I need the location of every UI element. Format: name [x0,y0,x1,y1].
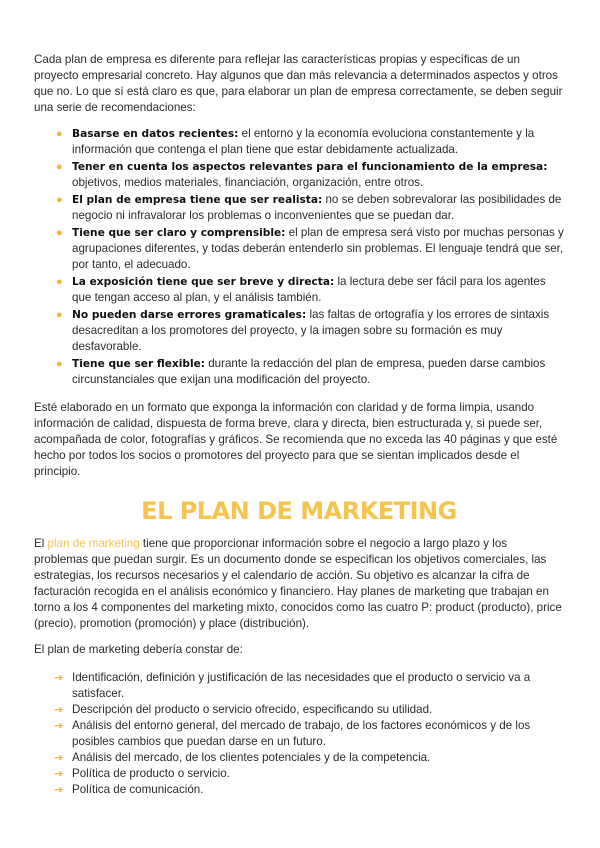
marketing-paragraph [34,536,564,632]
bullet-icon: ● [56,194,63,206]
marketing-highlight-link[interactable]: plan de marketing [47,537,140,550]
arrow-right-icon: ➔ [54,768,64,780]
item-text: Descripción del producto o servicio ofrecido, especificando su utilidad. [72,703,433,716]
list-item [34,159,564,191]
list-item [34,670,564,702]
list-item [34,307,564,355]
list-item [34,702,564,718]
item-heading: No pueden darse errores gramaticales: [72,309,307,321]
intro-paragraph: Cada plan de empresa es diferente para reflejar las características propias y específicas de un proyecto empresarial concreto. Hay algunos que dan más relevancia a determinados aspectos y otros que no. Lo que sí está claro es que, para elaborar un plan de empresa correctamente, se deben seguir una serie de recomendaciones: [34,53,563,114]
contents-list [34,670,564,798]
list-item [34,126,564,158]
bullet-icon: ● [56,309,63,321]
bullet-icon: ● [56,276,63,288]
list-item [34,782,564,798]
item-text: el plan de empresa será visto por muchas personas y agrupaciones diferentes, y todas deberán entenderlo sin problemas. El lenguaje tendrá que ser, por tanto, el adecuado. [72,226,564,271]
item-heading: Tiene que ser flexible: [72,358,205,370]
list-item [34,274,564,306]
contents-intro: El plan de marketing debería constar de: [34,643,243,656]
list-item [34,225,564,273]
list-item [34,718,564,750]
marketing-prefix: El [34,537,48,550]
arrow-right-icon: ➔ [54,720,64,732]
item-text: Política de producto o servicio. [72,767,230,780]
item-heading: La exposición tiene que ser breve y directa: [72,276,335,288]
marketing-rest: tiene que proporcionar información sobre el negocio a largo plazo y los problemas que puedan surgir. Es un documento donde se especifican los objetivos comerciales, las estrategias, los recursos necesarios y el calendario de acción. Su objetivo es alcanzar la cifra de facturación recogida en el análisis económico y financiero. Hay planes de marketing que trabajan en torno a los 4 componentes del marketing mixto, conocidos como las cuatro P: product (producto), price (precio), promotion (promoción) y place (distribución). [34,537,562,630]
item-text: el entorno y la economía evoluciona constantemente y la información que contenga el plan tiene que estar debidamente actualizada. [72,127,535,156]
item-text: Identificación, definición y justificación de las necesidades que el producto o servicio va a satisfacer. [72,671,531,700]
document-page [34,52,564,798]
item-text: no se deben sobrevalorar las posibilidades de negocio ni infravalorar los problemas o inconvenientes que se puedan dar. [72,193,562,222]
recommendations-list [34,126,564,388]
list-item [34,356,564,388]
arrow-right-icon: ➔ [54,704,64,716]
format-paragraph: Esté elaborado en un formato que exponga la información con claridad y de forma limpia, usando información de calidad, dispuesta de forma breve, clara y directa, bien estructurada y, si puede ser, acompañada de color, fotografías y gráficos. Se recomienda que no exceda las 40 páginas y que esté hecho por todos los socios o promotores del proyecto para que se sientan implicados desde el principio. [34,401,558,478]
arrow-right-icon: ➔ [54,672,64,684]
section-title: EL PLAN DE MARKETING [141,497,457,525]
bullet-icon: ● [56,161,63,173]
item-heading: Tiene que ser claro y comprensible: [72,227,286,239]
list-item [34,766,564,782]
item-text: objetivos, medios materiales, financiación, organización, entre otros. [72,176,424,189]
item-heading: El plan de empresa tiene que ser realista: [72,194,323,206]
item-text: Análisis del mercado, de los clientes potenciales y de la competencia. [72,751,431,764]
bullet-icon: ● [56,128,63,140]
item-text: durante la redacción del plan de empresa, pueden darse cambios circunstanciales que exijan una modificación del proyecto. [72,357,546,386]
bullet-icon: ● [56,227,63,239]
list-item [34,192,564,224]
item-heading: Tener en cuenta los aspectos relevantes para el funcionamiento de la empresa: [72,161,548,173]
item-text: las faltas de ortografía y los errores de sintaxis desacreditan a los promotores del proyecto, y la imagen sobre su formación es muy desfavorable. [72,308,550,353]
item-text: Análisis del entorno general, del mercado de trabajo, de los factores económicos y de los posibles cambios que puedan darse en un futuro. [72,719,531,748]
arrow-right-icon: ➔ [54,752,64,764]
item-text: Política de comunicación. [72,783,204,796]
bullet-icon: ● [56,358,63,370]
list-item [34,750,564,766]
item-heading: Basarse en datos recientes: [72,128,239,140]
arrow-right-icon: ➔ [54,784,64,796]
item-text: la lectura debe ser fácil para los agentes que tengan acceso al plan, y el análisis también. [72,275,546,304]
